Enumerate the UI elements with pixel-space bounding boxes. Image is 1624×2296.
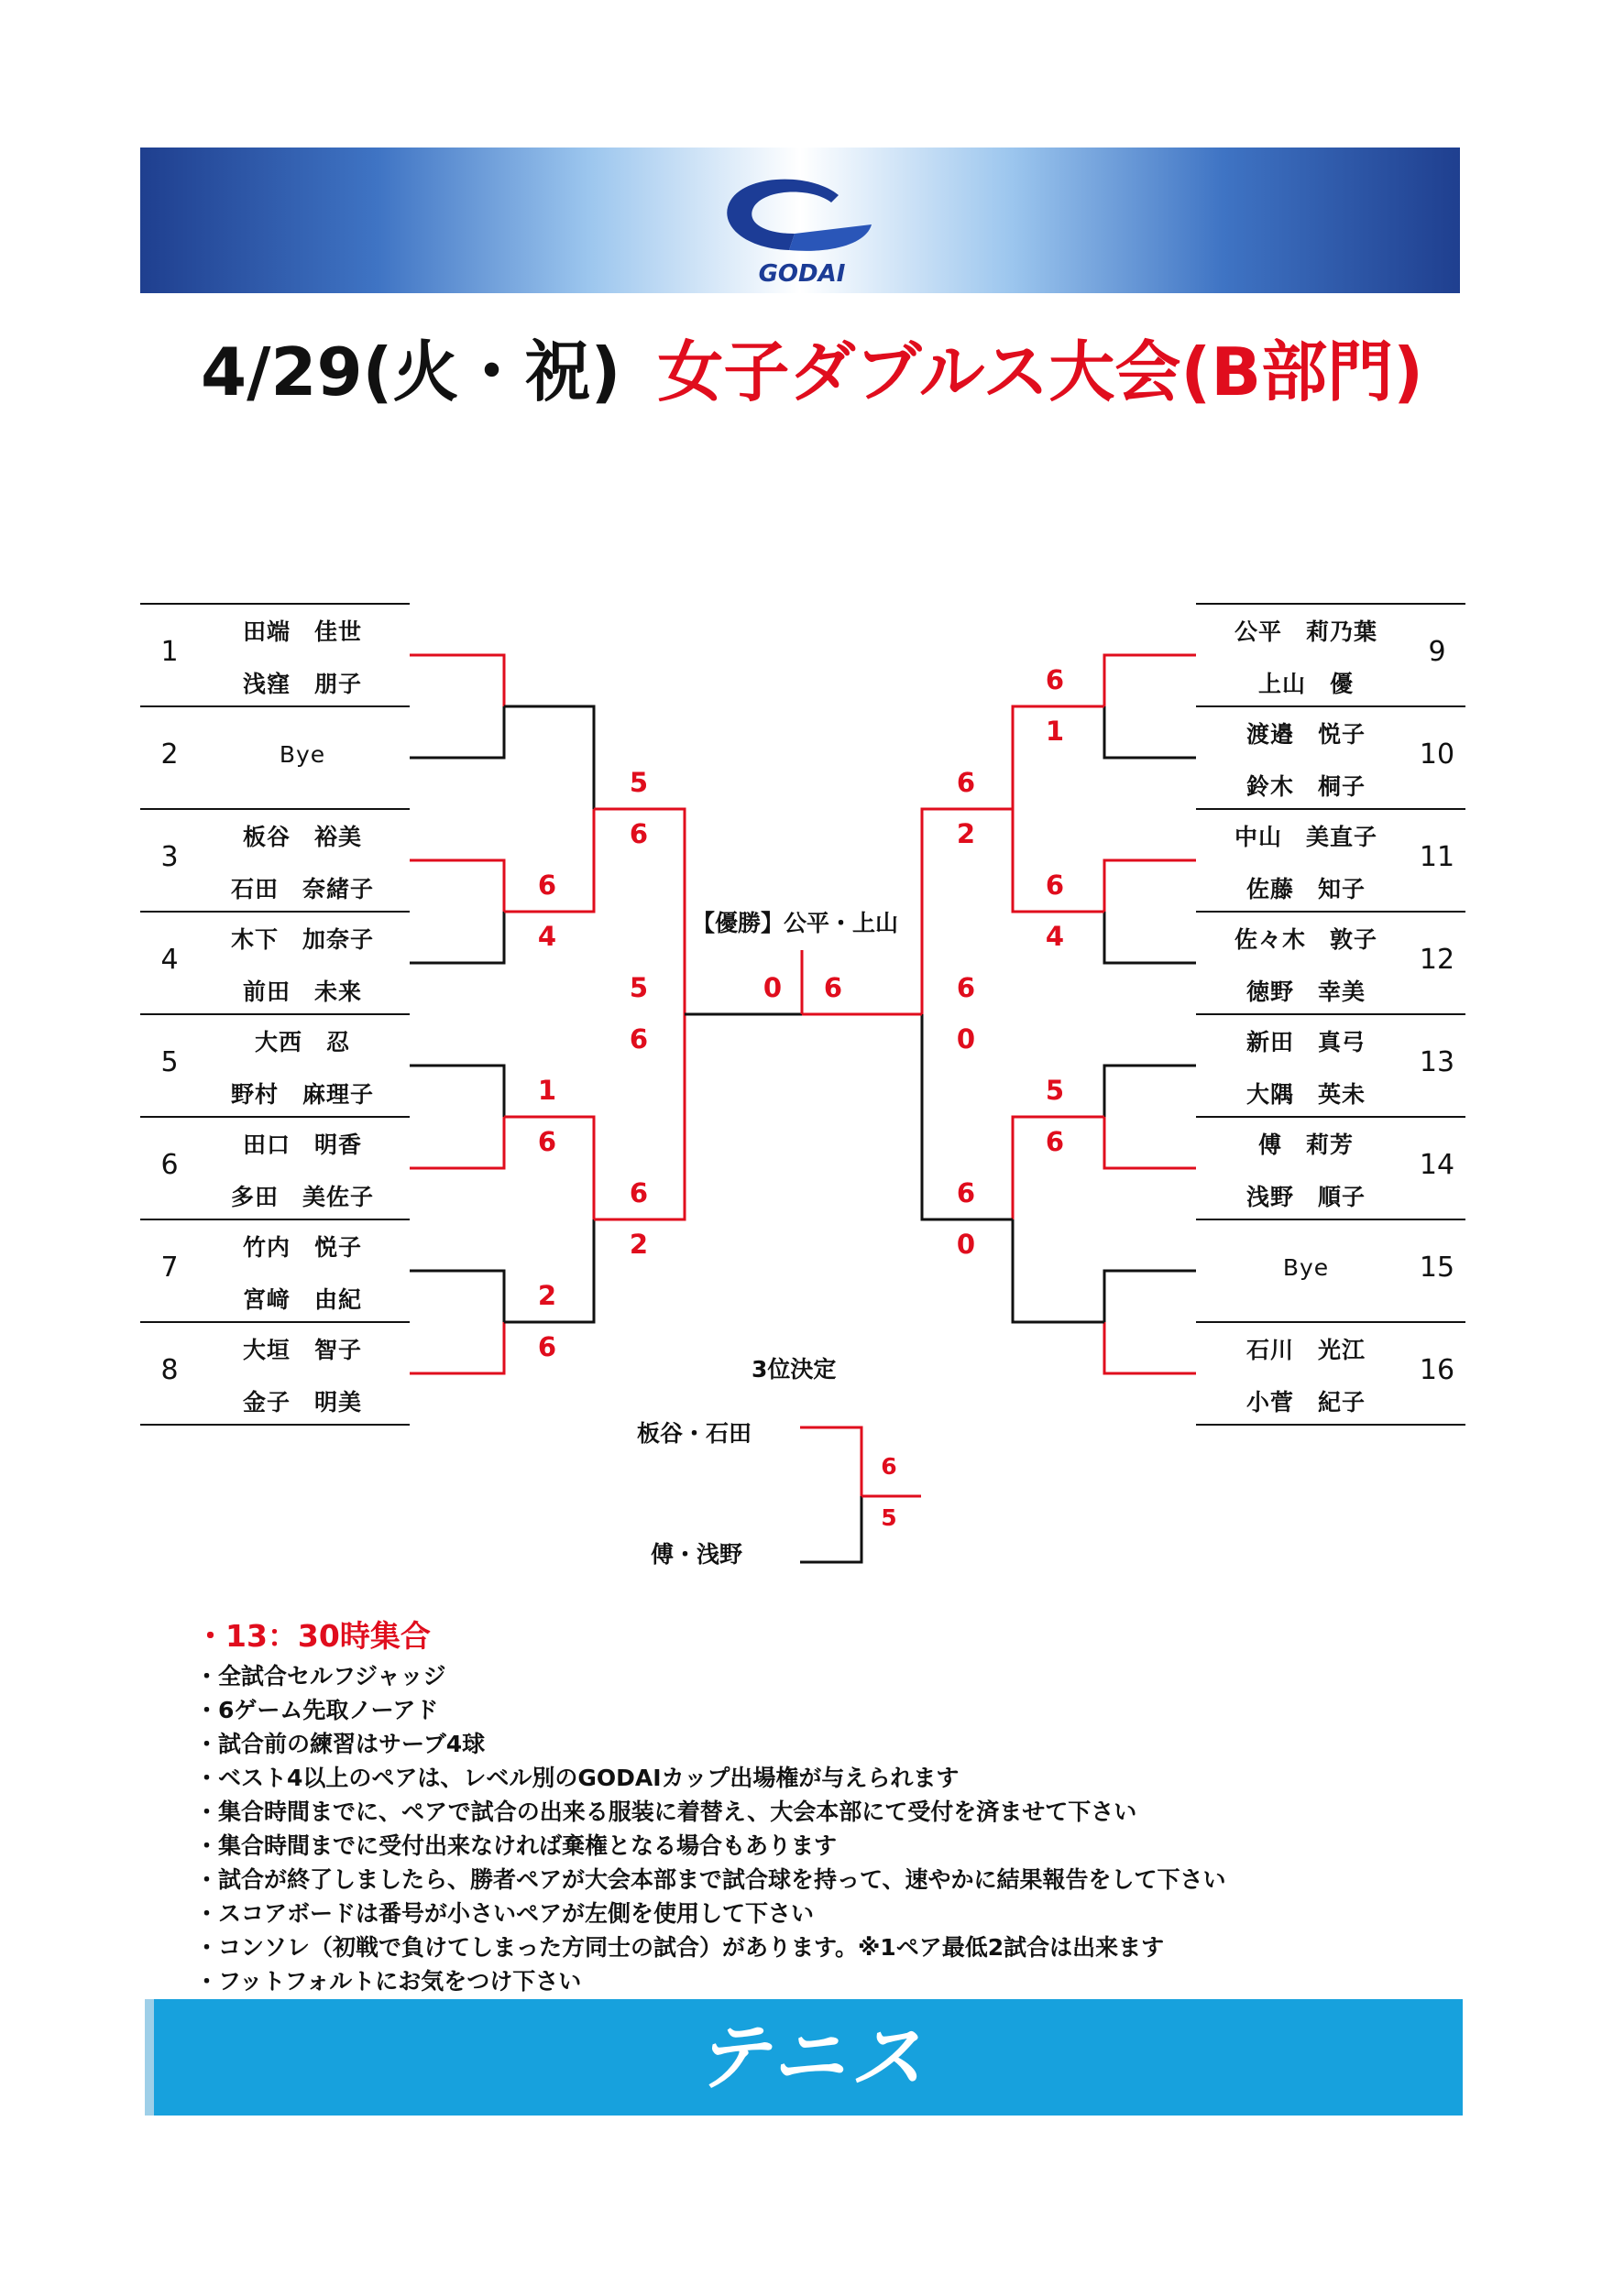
score: 6	[629, 1177, 649, 1208]
footer-label: テニス	[695, 2015, 929, 2100]
score: 6	[629, 818, 649, 849]
score: 6	[537, 1126, 557, 1157]
seed-4: 4	[160, 944, 179, 976]
score: 6	[1045, 1126, 1065, 1157]
player-name: 大西 忍	[254, 1029, 350, 1055]
seed-16: 16	[1419, 1354, 1455, 1386]
note-item: ・ベスト4以上のペアは、レベル別のGODAIカップ出場権が与えられます	[195, 1765, 960, 1791]
note-item: ・試合前の練習はサーブ4球	[195, 1731, 486, 1757]
seed-10: 10	[1419, 738, 1455, 771]
seed-14: 14	[1419, 1149, 1455, 1181]
seed-6: 6	[160, 1149, 179, 1181]
note-item: ・試合が終了しましたら、勝者ペアが大会本部まで試合球を持って、速やかに結果報告をして下さい	[195, 1866, 1226, 1893]
third-place-title: 3位決定	[752, 1356, 837, 1383]
player-name: 大隅 英未	[1245, 1081, 1366, 1108]
score: 6	[956, 1177, 976, 1208]
third-place-pair: 傅・浅野	[651, 1541, 743, 1568]
score: 5	[1045, 1075, 1065, 1106]
score: 1	[1045, 716, 1065, 747]
note-item: ・スコアボードは番号が小さいペアが左側を使用して下さい	[195, 1900, 815, 1927]
seed-15: 15	[1419, 1252, 1455, 1284]
player-name: 宮﨑 由紀	[242, 1286, 362, 1313]
final-score: 0	[763, 972, 783, 1003]
seed-12: 12	[1419, 944, 1455, 976]
seed-7: 7	[160, 1252, 179, 1284]
title-date: 4/29(火・祝)	[200, 333, 621, 410]
score: 6	[956, 972, 976, 1003]
logo-text: GODAI	[758, 260, 846, 288]
player-name: 木下 加奈子	[230, 926, 374, 953]
player-name: 多田 美佐子	[230, 1184, 374, 1210]
player-name: 板谷 裕美	[242, 824, 362, 850]
score: 5	[629, 767, 649, 798]
player-name: 渡邉 悦子	[1245, 721, 1366, 748]
score: 6	[1045, 869, 1065, 901]
third-place-score: 6	[881, 1453, 897, 1480]
seed-5: 5	[160, 1046, 179, 1078]
player-name: 公平 莉乃葉	[1234, 618, 1377, 645]
note-item: ・コンソレ（初戦で負けてしまった方同士の試合）があります。※1ペア最低2試合は出来ます	[195, 1934, 1165, 1961]
seed-8: 8	[160, 1354, 179, 1386]
player-name: 中山 美直子	[1234, 824, 1377, 850]
score: 6	[1045, 664, 1065, 695]
player-name: 浅窪 朋子	[242, 671, 362, 697]
score: 6	[537, 869, 557, 901]
note-item: ・フットフォルトにお気をつけ下さい	[195, 1968, 582, 1995]
bye-label: Bye	[279, 741, 326, 768]
player-name: 田口 明香	[242, 1132, 362, 1158]
note-item: ・全試合セルフジャッジ	[195, 1663, 446, 1689]
player-name: 小菅 紀子	[1245, 1389, 1366, 1416]
seed-11: 11	[1419, 841, 1455, 873]
player-name: 竹内 悦子	[242, 1234, 362, 1261]
score: 2	[537, 1280, 557, 1311]
note-item: ・集合時間までに、ペアで試合の出来る服装に着替え、大会本部にて受付を済ませて下さい	[195, 1799, 1137, 1825]
third-place-score: 5	[881, 1504, 897, 1531]
player-name: 金子 明美	[242, 1389, 362, 1416]
player-name: 佐藤 知子	[1245, 876, 1366, 902]
notes-section	[195, 1613, 1226, 1998]
score: 6	[956, 767, 976, 798]
seed-13: 13	[1419, 1046, 1455, 1078]
score: 2	[629, 1229, 649, 1260]
player-name: 石川 光江	[1245, 1337, 1366, 1363]
score: 6	[537, 1331, 557, 1362]
score: 4	[1045, 921, 1065, 952]
third-place-pair: 板谷・石田	[637, 1420, 752, 1447]
bracket-lines	[410, 655, 1196, 1562]
player-name: 大垣 智子	[242, 1337, 362, 1363]
score: 0	[956, 1229, 976, 1260]
note-item: ・集合時間までに受付出来なければ棄権となる場合もあります	[195, 1832, 838, 1859]
seed-1: 1	[160, 636, 179, 668]
score: 1	[537, 1075, 557, 1106]
player-name: 上山 優	[1257, 671, 1354, 697]
bye-label: Bye	[1282, 1254, 1330, 1281]
player-name: 鈴木 桐子	[1245, 773, 1366, 800]
note-item: ・6ゲーム先取ノーアド	[195, 1697, 439, 1723]
player-name: 野村 麻理子	[230, 1081, 374, 1108]
player-name: 田端 佳世	[242, 618, 362, 645]
player-name: 浅野 順子	[1245, 1184, 1366, 1210]
score: 4	[537, 921, 557, 952]
seed-3: 3	[160, 841, 179, 873]
player-name: 石田 奈緒子	[230, 876, 374, 902]
final-score: 6	[823, 972, 843, 1003]
champion-label: 【優勝】公平・上山	[692, 910, 899, 936]
title-event: 女子ダブルス大会(B部門)	[657, 333, 1424, 410]
player-name: 新田 真弓	[1245, 1029, 1366, 1055]
notes-headline: ・13：30時集合	[195, 1618, 431, 1654]
score: 5	[629, 972, 649, 1003]
player-name: 前田 未来	[242, 979, 362, 1005]
score: 2	[956, 818, 976, 849]
score: 0	[956, 1023, 976, 1055]
player-name: 傅 莉芳	[1257, 1132, 1354, 1158]
score: 6	[629, 1023, 649, 1055]
seed-2: 2	[160, 738, 179, 771]
seed-9: 9	[1428, 636, 1446, 668]
player-name: 佐々木 敦子	[1234, 926, 1377, 953]
player-name: 徳野 幸美	[1245, 979, 1366, 1005]
